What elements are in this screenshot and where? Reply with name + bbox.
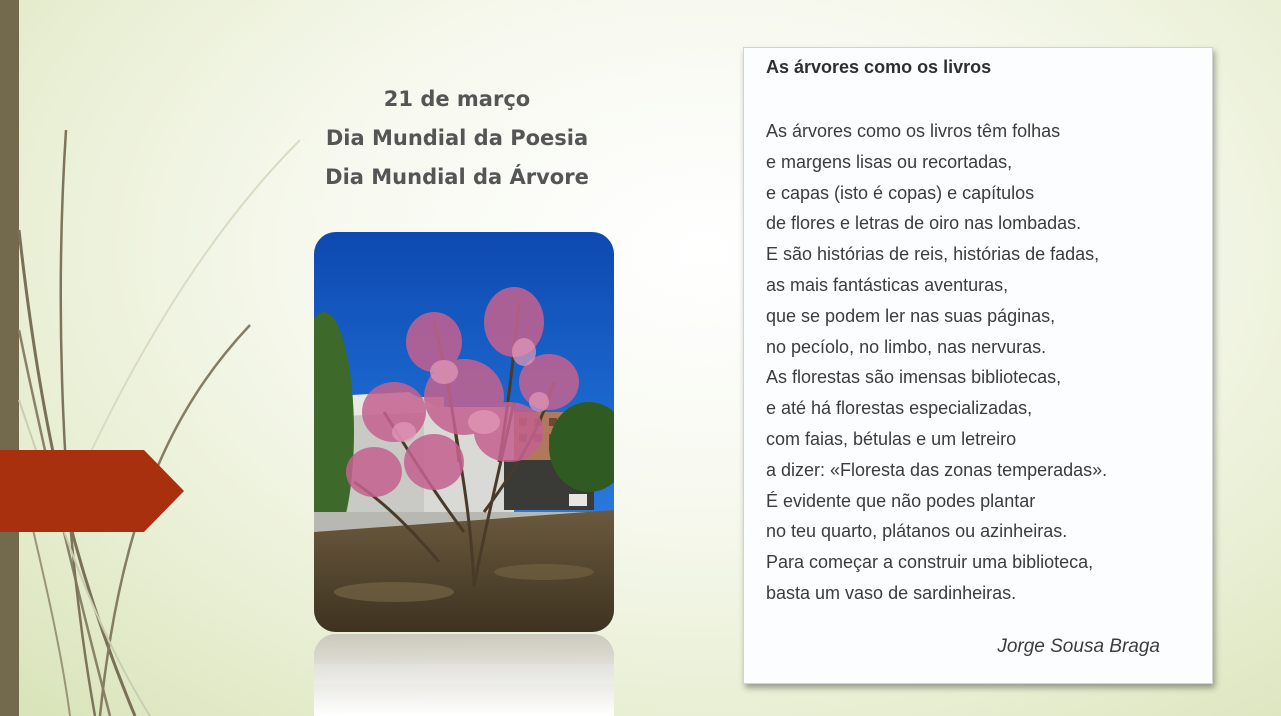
poem-line: E são histórias de reis, histórias de fadas,	[766, 244, 1100, 265]
poem-line: basta um vaso de sardinheiras.	[766, 582, 1017, 603]
grass-decoration	[0, 0, 320, 716]
tree-photo-reflection	[314, 634, 614, 716]
poem-line: As florestas são imensas bibliotecas,	[766, 367, 1062, 388]
poem-line: É evidente que não podes plantar	[766, 490, 1036, 511]
poem-line: as mais fantásticas aventuras,	[766, 274, 1009, 295]
poem-line: e até há florestas especializadas,	[766, 398, 1033, 419]
tree-photo	[314, 232, 614, 632]
heading-date: 21 de março	[383, 87, 531, 111]
heading-line-1: Dia Mundial da Poesia	[325, 126, 589, 150]
poem-line: a dizer: «Floresta das zonas temperadas».	[766, 459, 1108, 480]
poem-line: no pecíolo, no limbo, nas nervuras.	[766, 336, 1047, 357]
poem-line: Para começar a construir uma biblioteca,	[766, 552, 1094, 573]
poem-line: que se podem ler nas suas páginas,	[766, 305, 1056, 326]
poem-line: e capas (isto é copas) e capítulos	[766, 182, 1035, 203]
poem-lines	[766, 116, 1107, 609]
poem-title: As árvores como os livros	[766, 57, 992, 77]
slide-heading	[300, 80, 614, 197]
poem-author: Jorge Sousa Braga	[997, 636, 1160, 657]
poem-line: com faias, bétulas e um letreiro	[766, 428, 1017, 449]
poem-line: As árvores como os livros têm folhas	[766, 121, 1061, 141]
heading-line-2: Dia Mundial da Árvore	[325, 165, 589, 189]
poem-card	[743, 47, 1213, 684]
arrow-tab	[0, 450, 184, 532]
poem-line: e margens lisas ou recortadas,	[766, 151, 1013, 172]
poem-line: de flores e letras de oiro nas lombadas.	[766, 213, 1082, 234]
poem-line: no teu quarto, plátanos ou azinheiras.	[766, 521, 1068, 542]
